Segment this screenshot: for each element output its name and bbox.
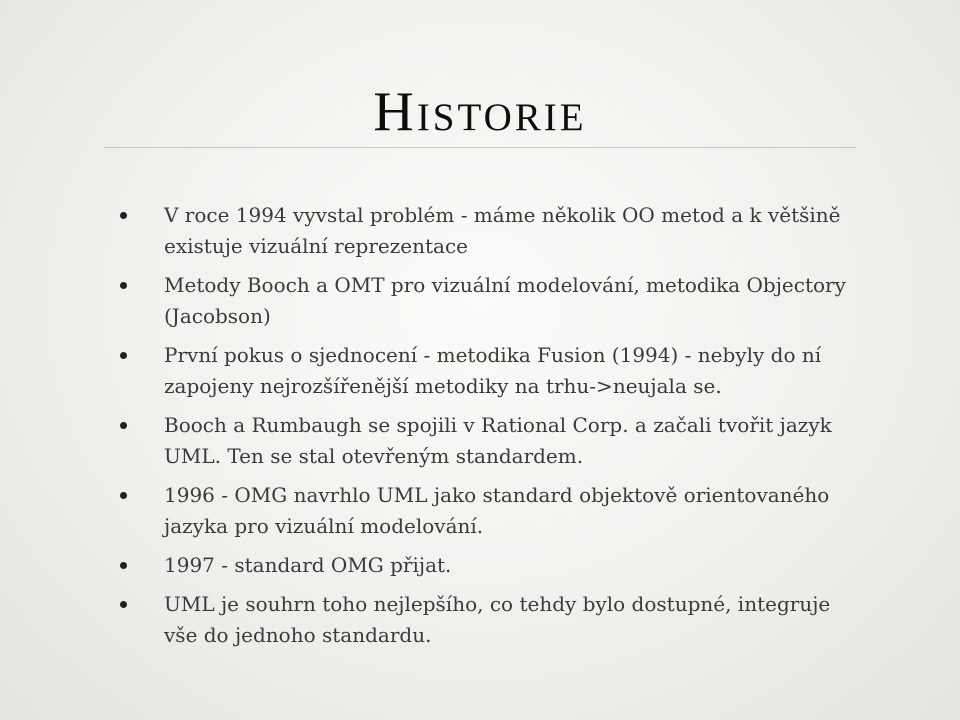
- bullet-text: První pokus o sjednocení - metodika Fusion (1994) - nebyly do ní zapojeny nejrozšířenější metodiky na trhu->neujala se.: [164, 343, 822, 398]
- bullet-dot-icon: [120, 422, 127, 429]
- bullet-text: 1996 - OMG navrhlo UML jako standard objektově orientovaného jazyka pro vizuální modelování.: [164, 483, 830, 538]
- bullet-item: [120, 200, 860, 262]
- bullet-dot-icon: [120, 562, 127, 569]
- bullet-item: [120, 550, 860, 581]
- bullet-item: [120, 410, 860, 472]
- bullet-item: [120, 340, 860, 402]
- title-divider: [104, 147, 856, 148]
- bullet-dot-icon: [120, 601, 127, 608]
- bullet-text: UML je souhrn toho nejlepšího, co tehdy bylo dostupné, integruje vše do jednoho standardu.: [164, 592, 831, 647]
- slide-title: Historie: [373, 81, 587, 143]
- bullet-item: [120, 480, 860, 542]
- bullet-item: [120, 589, 860, 651]
- bullet-text: Metody Booch a OMT pro vizuální modelování, metodika Objectory (Jacobson): [164, 273, 846, 328]
- bullet-text: Booch a Rumbaugh se spojili v Rational Corp. a začali tvořit jazyk UML. Ten se stal otevřeným standardem.: [164, 413, 832, 468]
- bullet-text: 1997 - standard OMG přijat.: [164, 553, 452, 577]
- bullet-text: V roce 1994 vyvstal problém - máme několik OO metod a k většině existuje vizuální reprezentace: [164, 203, 841, 258]
- bullet-dot-icon: [120, 352, 127, 359]
- bullet-dot-icon: [120, 212, 127, 219]
- bullet-dot-icon: [120, 282, 127, 289]
- bullet-list: [120, 200, 860, 659]
- bullet-dot-icon: [120, 492, 127, 499]
- bullet-item: [120, 270, 860, 332]
